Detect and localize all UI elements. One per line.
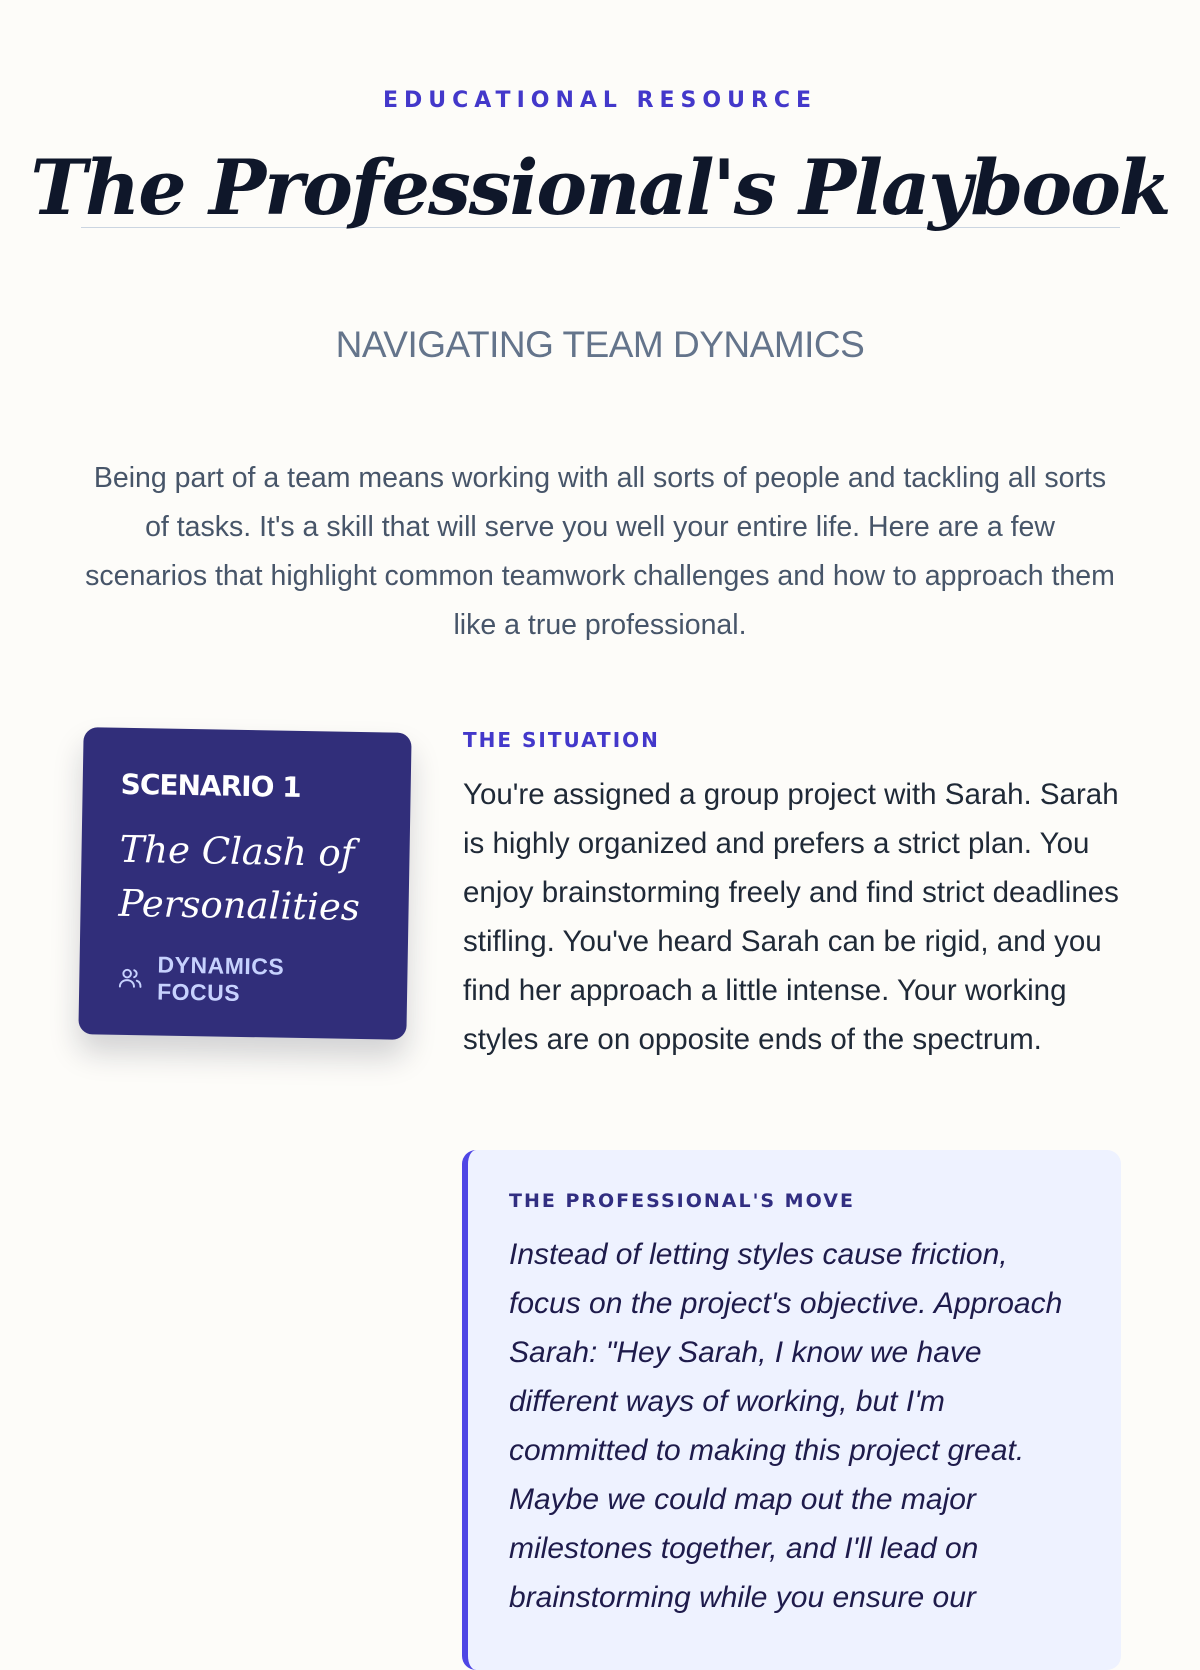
users-icon [117, 965, 143, 991]
scenario-card [78, 727, 411, 1040]
move-label: THE PROFESSIONAL'S MOVE [509, 1190, 855, 1212]
situation-label: THE SITUATION [463, 728, 660, 752]
page-title: The Professional's Playbook [30, 143, 1170, 232]
page-subtitle: NAVIGATING TEAM DYNAMICS [335, 324, 865, 365]
situation-text: You're assigned a group project with Sarah. Sarah is highly organized and prefers a strict plan. You enjoy brainstorming freely and find strict deadlines stifling. You've heard Sarah can be rigid, and you find her approach a little intense. Your working styles are on opposite ends of the spectrum. [463, 778, 1119, 1056]
scenario-tag-label: DYNAMICS FOCUS [156, 951, 285, 1006]
move-text: Instead of letting styles cause friction, focus on the project's objective. Approach Sarah: "Hey Sarah, I know we have different ways of working, but I'm committed to making this project great. Maybe we could map out the major milestones together, and I'll lead on brainstorming while you ensure our [509, 1238, 1063, 1614]
scenario-tag [117, 951, 370, 1009]
scenario-title: The Clash of Personalities [118, 827, 361, 930]
scenario-number: SCENARIO 1 [120, 767, 301, 804]
intro-paragraph: Being part of a team means working with all sorts of people and tackling all sorts of tasks. It's a skill that will serve you well your entire life. Here are a few scenarios that highlight common teamwork challenges and how to approach them like a true professional. [85, 462, 1115, 641]
eyebrow-label: EDUCATIONAL RESOURCE [382, 88, 818, 113]
professional-move-box [462, 1150, 1121, 1670]
